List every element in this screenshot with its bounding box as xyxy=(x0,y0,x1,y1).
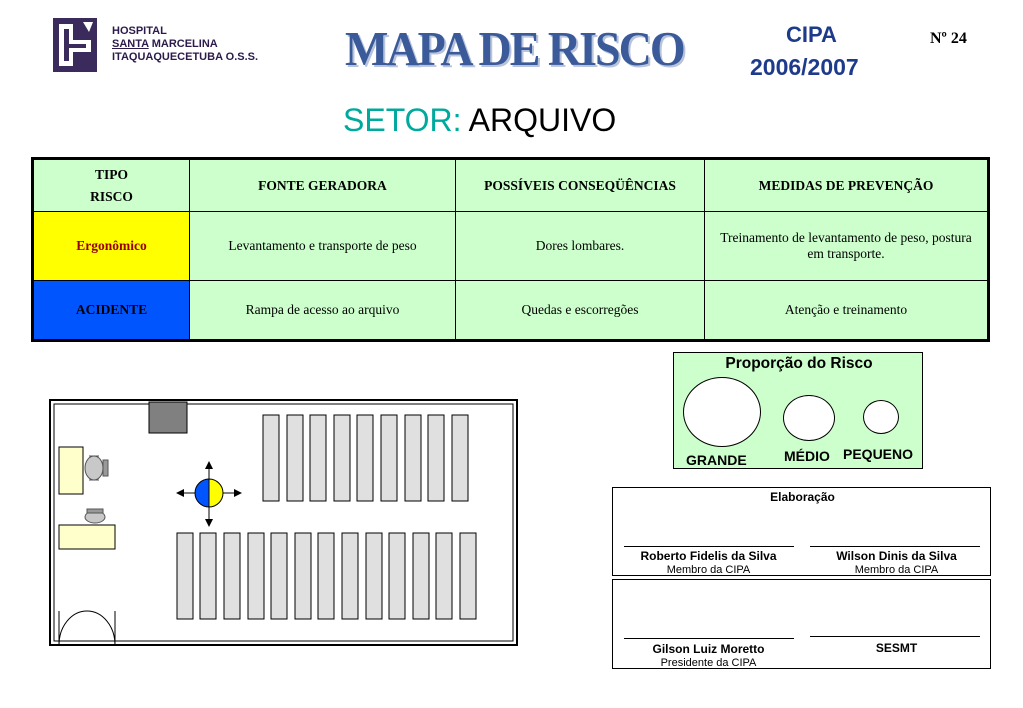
cell-fonte: Rampa de acesso ao arquivo xyxy=(190,281,456,341)
elaboracao-title: Elaboração xyxy=(770,490,835,504)
table-header-row xyxy=(33,159,989,212)
signature-line xyxy=(810,636,980,637)
risk-proportion-legend xyxy=(673,352,923,469)
hospital-line2 xyxy=(112,38,258,51)
signer1-role: Membro da CIPA xyxy=(666,564,751,576)
label-grande: GRANDE xyxy=(686,452,747,468)
signer2-name: Wilson Dinis da Silva xyxy=(836,549,957,563)
cipa-years: 2006/2007 xyxy=(750,54,859,80)
risk-type-accident: ACIDENTE xyxy=(33,281,190,341)
table-row xyxy=(33,212,989,281)
large-circle-icon xyxy=(683,377,761,447)
hospital-logo-icon xyxy=(53,18,97,72)
small-circle-icon xyxy=(863,400,899,434)
signer1-name: Roberto Fidelis da Silva xyxy=(640,549,777,563)
header-risco: RISCO xyxy=(90,188,133,204)
approval-box xyxy=(612,579,991,669)
cell-medidas: Atenção e treinamento xyxy=(705,281,989,341)
header-tipo: TIPO xyxy=(94,166,128,182)
hospital-name xyxy=(112,25,258,64)
sector-label: SETOR: xyxy=(343,102,462,138)
hospital-line2-santa: SANTA xyxy=(112,38,149,50)
signature-line xyxy=(810,546,980,547)
table-row xyxy=(33,281,989,341)
cell-medidas: Treinamento de levantamento de peso, postura em transporte. xyxy=(705,212,989,281)
cipa-label: CIPA xyxy=(786,22,837,47)
cell-consequencias: Quedas e escorregões xyxy=(456,281,705,341)
chair-icon xyxy=(85,509,105,523)
signer3-name: Gilson Luiz Moretto xyxy=(652,642,765,656)
risk-type-ergonomic: Ergonômico xyxy=(33,212,190,281)
floor-plan-diagram xyxy=(45,395,520,650)
page-title: MAPA DE RISCO xyxy=(345,21,684,76)
signer4-name: SESMT xyxy=(875,641,918,655)
hospital-line1: HOSPITAL xyxy=(112,25,167,37)
medium-circle-icon xyxy=(783,395,835,441)
signature-line xyxy=(624,638,794,639)
cell-consequencias: Dores lombares. xyxy=(456,212,705,281)
header-consequencias: POSSÍVEIS CONSEQÜÊNCIAS xyxy=(456,159,705,212)
shelving-top-row xyxy=(263,415,468,501)
desk xyxy=(59,525,115,549)
chair-icon xyxy=(85,456,108,480)
hospital-line3: ITAQUAQUECETUBA O.S.S. xyxy=(112,51,259,63)
signer2-role: Membro da CIPA xyxy=(854,564,939,576)
proportion-title: Proporção do Risco xyxy=(725,355,873,372)
label-medio: MÉDIO xyxy=(784,448,830,464)
sector-heading xyxy=(343,102,616,139)
page-number: Nº 24 xyxy=(930,30,967,47)
signer3-role: Presidente da CIPA xyxy=(660,657,757,669)
elaboracao-box xyxy=(612,487,991,576)
cell-fonte: Levantamento e transporte de peso xyxy=(190,212,456,281)
label-pequeno: PEQUENO xyxy=(843,446,914,462)
signature-line xyxy=(624,546,794,547)
header-tipo-risco xyxy=(33,159,190,212)
header-medidas: MEDIDAS DE PREVENÇÃO xyxy=(705,159,989,212)
sector-name: ARQUIVO xyxy=(468,102,617,138)
header-fonte: FONTE GERADORA xyxy=(190,159,456,212)
risk-table xyxy=(31,157,990,342)
column-block xyxy=(149,402,187,433)
desk xyxy=(59,447,83,494)
hospital-line2-marcelina: MARCELINA xyxy=(148,38,218,50)
